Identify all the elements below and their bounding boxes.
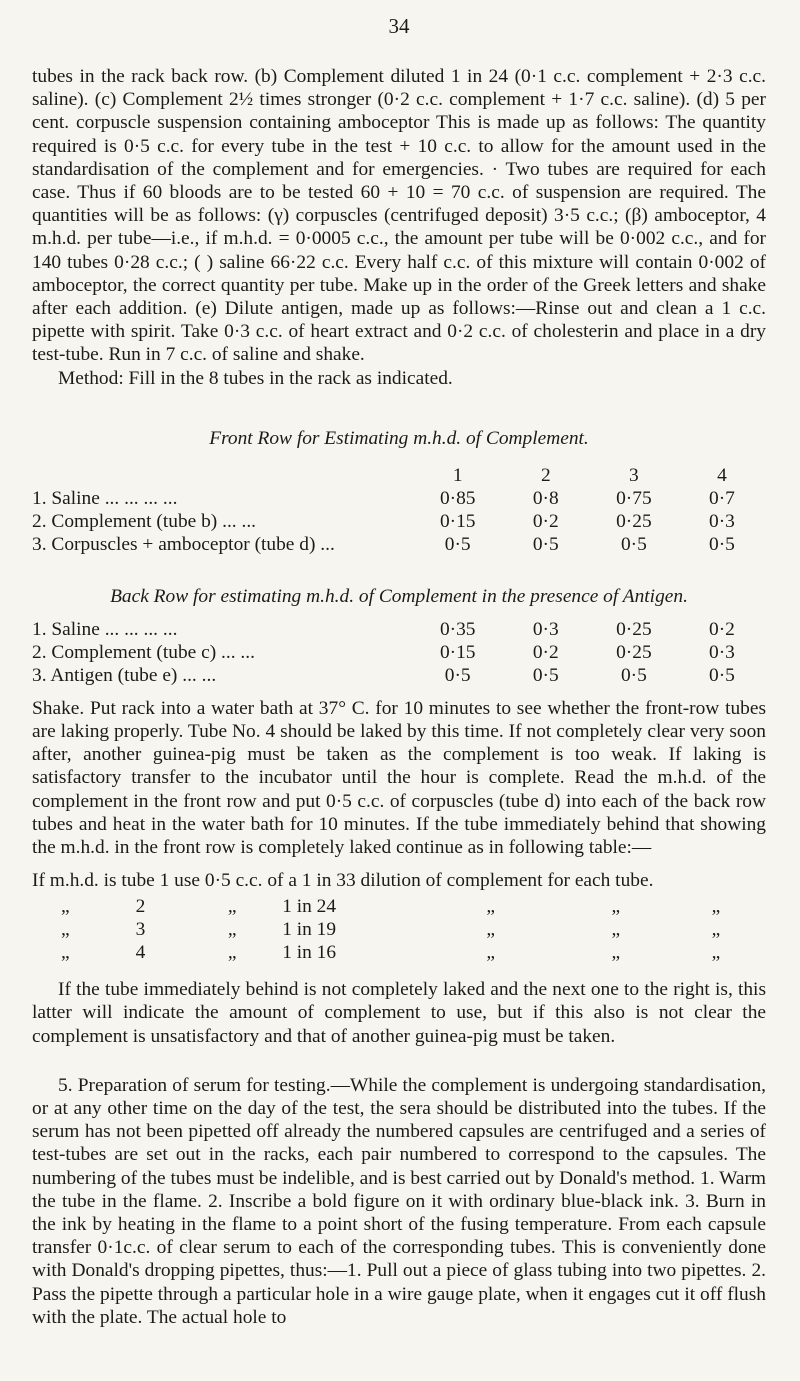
- dilution-intro: If m.h.d. is tube 1 use 0·5 c.c. of a 1 in 33 dilution of complement for each tube.: [32, 870, 654, 892]
- table-row: [32, 618, 766, 641]
- cell-value: 0·25: [616, 641, 652, 663]
- table-row: [32, 664, 766, 687]
- ditto-mark: „: [61, 896, 70, 918]
- cell-value: 0·5: [444, 533, 471, 555]
- spacer: [32, 687, 766, 697]
- row-label: 1. Saline ... ... ... ...: [32, 618, 178, 640]
- paragraph-shake: Shake. Put rack into a water bath at 37° C. for 10 minutes to see whether the front-row tubes are laking properly. Tube No. 4 should be laked by this time. If not completely clear very soon after, another guinea-pig must be taken as the complement is too weak. If laking is satisfactory transfer to the incubator until the hour is complete. Read the m.h.d. of the complement in the front row and put 0·5 c.c. of corpuscles (tube d) into each of the back row tubes and heat in the water bath for 10 minutes. If the tube immediately behind that showing the m.h.d. in the front row is completely laked continue as in following table:—: [32, 697, 766, 859]
- method-line: Method: Fill in the 8 tubes in the rack as indicated.: [58, 367, 453, 389]
- cell-value: 0·5: [532, 533, 559, 555]
- dilution-value: 1 in 16: [282, 941, 337, 963]
- back-row-heading: Back Row for estimating m.h.d. of Complement in the presence of Antigen.: [110, 585, 688, 607]
- cell-value: 0·15: [439, 510, 476, 532]
- table-row: [32, 641, 766, 664]
- front-row-heading: Front Row for Estimating m.h.d. of Complement.: [209, 427, 589, 449]
- cell-value: 0·25: [616, 510, 652, 532]
- tube-number: 2: [135, 896, 146, 918]
- column-header: 1: [452, 464, 463, 486]
- table-row: [32, 896, 766, 919]
- cell-value: 0·15: [439, 641, 476, 663]
- ditto-mark: „: [486, 919, 495, 941]
- dilution-value: 1 in 19: [282, 919, 337, 941]
- cell-value: 0·8: [532, 487, 559, 509]
- ditto-mark: „: [61, 941, 70, 963]
- column-header: 2: [540, 464, 551, 486]
- table-row: [32, 919, 766, 942]
- ditto-mark: „: [227, 919, 237, 941]
- row-label: 3. Corpuscles + amboceptor (tube d) ...: [32, 533, 335, 555]
- ditto-mark: „: [486, 896, 495, 918]
- row-label: 2. Complement (tube b) ... ...: [32, 510, 257, 532]
- cell-value: 0·2: [532, 641, 559, 663]
- table-row: [32, 942, 766, 965]
- column-header: 3: [629, 464, 639, 486]
- ditto-mark: „: [227, 896, 237, 918]
- table-row: [32, 510, 766, 533]
- cell-value: 0·3: [709, 510, 735, 532]
- tube-number: 3: [135, 919, 146, 941]
- cell-value: 0·5: [532, 664, 559, 686]
- page-number: 34: [388, 14, 410, 38]
- paragraph-if-tube: If the tube immediately behind is not completely laked and the next one to the right is, this latter will indicate the amount of complement to use, but if this also is not clear the complement is unsatisfactory and that of another guinea-pig must be taken.: [32, 979, 766, 1047]
- cell-value: 0·5: [620, 664, 647, 686]
- cell-value: 0·3: [532, 618, 559, 640]
- ditto-mark: „: [611, 896, 621, 918]
- front-row-table: [32, 464, 766, 556]
- cell-value: 0·75: [616, 487, 652, 509]
- cell-value: 0·85: [439, 487, 476, 509]
- ditto-mark: „: [611, 919, 621, 941]
- row-label: 2. Complement (tube c) ... ...: [32, 641, 255, 663]
- row-label: 1. Saline ... ... ... ...: [32, 487, 178, 509]
- dilution-table: [32, 896, 766, 964]
- cell-value: 0·2: [709, 618, 735, 640]
- table-row: [32, 487, 766, 510]
- cell-value: 0·5: [620, 533, 647, 555]
- ditto-mark: „: [711, 919, 721, 941]
- ditto-mark: „: [611, 941, 621, 963]
- ditto-mark: „: [711, 896, 721, 918]
- table-header-blank: [32, 464, 414, 487]
- paragraph-reagents: tubes in the rack back row. (b) Complement diluted 1 in 24 (0·1 c.c. complement + 2·3 c.c. saline). (c) Complement 2½ times stronger (0·2 c.c. complement + 1·7 c.c. saline). (d) 5 per cent. corpuscle suspension containing amboceptor This is made up as follows: The quantity required is 0·5 c.c. for every tube in the test + 10 c.c. to allow for the amount used in the standardisation of the complement and for emergencies. · Two tubes are required for each case. Thus if 60 bloods are to be tested 60 + 10 = 70 c.c. of suspension are required. The quantities will be as follows: (γ) corpuscles (centrifuged deposit) 3·5 c.c.; (β) amboceptor, 4 m.h.d. per tube—i.e., if m.h.d. = 0·0005 c.c., the amount per tube will be 0·002 c.c., and for 140 tubes 0·28 c.c.; ( ) saline 66·22 c.c. Every half c.c. of this mixture will contain 0·002 of amboceptor, the correct quantity per tube. Make up in the order of the Greek letters and shake after each addition. (e) Dilute antigen, made up as follows:—Rinse out and clean a 1 c.c. pipette with spirit. Take 0·3 c.c. of heart extract and 0·2 c.c. of cholesterin and place in a dry test-tube. Run in 7 c.c. of saline and shake.: [32, 66, 766, 366]
- cell-value: 0·3: [709, 641, 735, 663]
- paragraph-preparation: 5. Preparation of serum for testing.—While the complement is undergoing standardisation, or at any other time on the day of the test, the sera should be distributed into the tubes. If the serum has not been pipetted off already the numbered capsules are centrifuged and a series of test-tubes are set out in the racks, each pair numbered to correspond to the capsules. The numbering of the tubes must be indelible, and is best carried out by Donald's method. 1. Warm the tube in the flame. 2. Inscribe a bold figure on it with ordinary blue-black ink. 3. Burn in the ink by heating in the flame to a point short of the fusing temperature. From each capsule transfer 0·1c.c. of clear serum to each of the corresponding tubes. This is conveniently done with Donald's dropping pipettes, thus:—1. Pull out a piece of glass tubing into two pipettes. 2. Pass the pipette through a particular hole in a wire gauge plate, when it engages cut it off flush with the plate. The actual hole to: [32, 1074, 766, 1328]
- cell-value: 0·5: [709, 664, 735, 686]
- table-row: [32, 533, 766, 556]
- tube-number: 4: [135, 941, 146, 963]
- cell-value: 0·5: [444, 664, 471, 686]
- cell-value: 0·2: [532, 510, 559, 532]
- ditto-mark: „: [486, 941, 495, 963]
- ditto-mark: „: [61, 919, 70, 941]
- table-header-row: [32, 464, 766, 487]
- column-header: 4: [717, 464, 727, 486]
- cell-value: 0·25: [616, 618, 652, 640]
- cell-value: 0·7: [709, 487, 735, 509]
- cell-value: 0·5: [709, 533, 735, 555]
- back-row-table: [32, 618, 766, 687]
- spacer: [32, 1048, 766, 1074]
- spacer: [32, 859, 766, 869]
- cell-value: 0·35: [439, 618, 476, 640]
- ditto-mark: „: [227, 941, 237, 963]
- row-label: 3. Antigen (tube e) ... ...: [32, 664, 217, 686]
- dilution-value: 1 in 24: [282, 896, 337, 918]
- ditto-mark: „: [711, 941, 721, 963]
